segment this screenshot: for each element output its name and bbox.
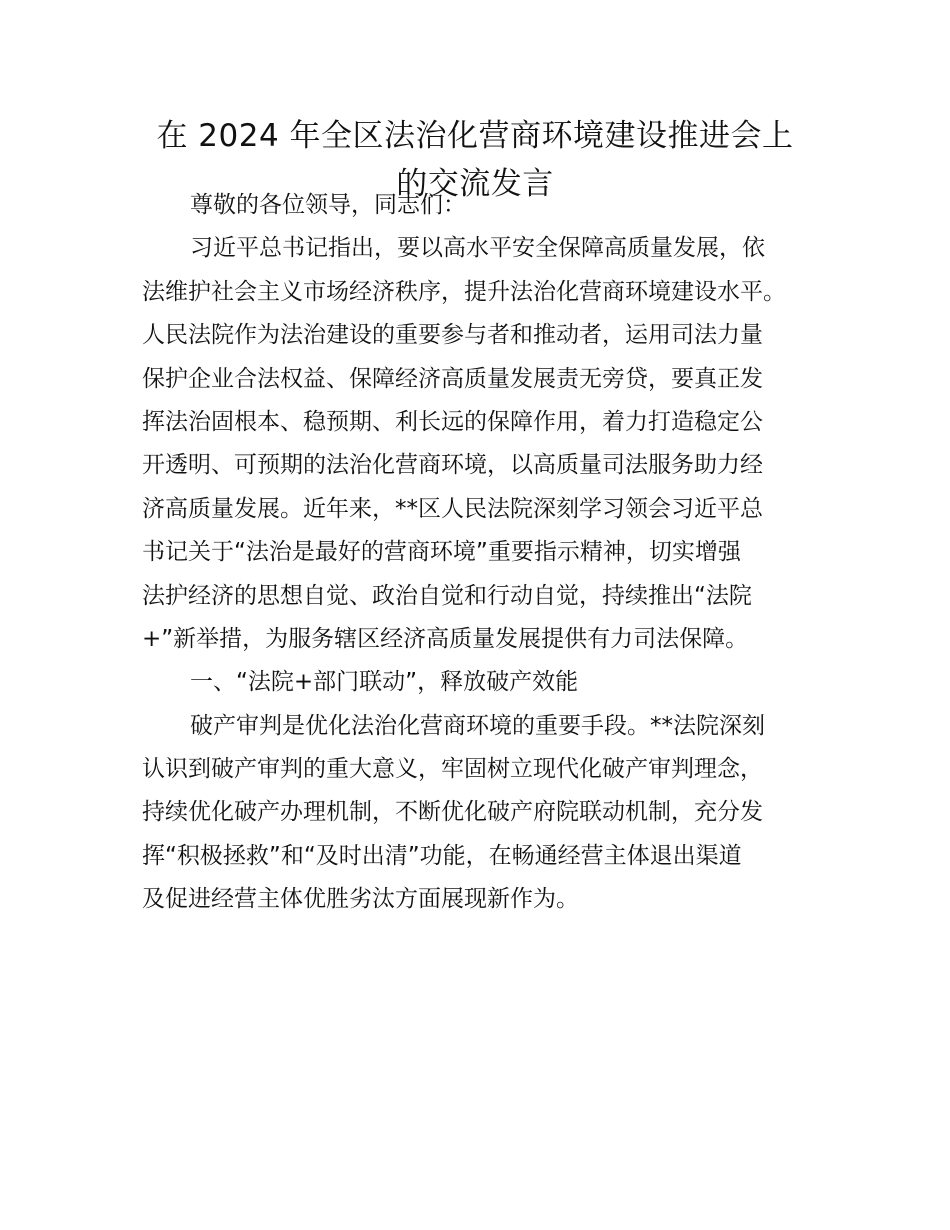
salutation: 尊敬的各位领导，同志们： (190, 192, 466, 218)
paragraph-line: 及促进经营主体优胜劣汰方面展现新作为。 (142, 886, 579, 913)
title-line-2: 的交流发言 (396, 166, 554, 202)
paragraph-line: 习近平总书记指出，要以高水平安全保障高质量发展，依 (190, 235, 765, 262)
paragraph-line: 认识到破产审判的重大意义，牢固树立现代化破产审判理念， (142, 756, 763, 783)
paragraph-line: 书记关于“法治是最好的营商环境”重要指示精神，切实增强 (142, 539, 741, 566)
paragraph-line: 人民法院作为法治建设的重要参与者和推动者，运用司法力量 (142, 322, 763, 349)
paragraph-line: 持续优化破产办理机制，不断优化破产府院联动机制，充分发 (142, 799, 763, 826)
paragraph-line: +”新举措，为服务辖区经济高质量发展提供有力司法保障。 (142, 625, 749, 652)
paragraph-line: 保护企业合法权益、保障经济高质量发展责无旁贷，要真正发 (142, 365, 763, 392)
paragraph-line: 法护经济的思想自觉、政治自觉和行动自觉，持续推出“法院 (142, 582, 752, 609)
title-line-1: 在 2024 年全区法治化营商环境建设推进会上 (156, 118, 794, 154)
paragraph-1 (142, 227, 822, 661)
paragraph-2 (142, 705, 822, 922)
paragraph-line: 挥法治固根本、稳预期、利长远的保障作用，着力打造稳定公 (142, 408, 763, 435)
paragraph-line: 破产审判是优化法治化营商环境的重要手段。**法院深刻 (190, 712, 765, 739)
document-body (142, 184, 822, 922)
paragraph-line: 开透明、可预期的法治化营商环境，以高质量司法服务助力经 (142, 452, 763, 479)
paragraph-line: 挥“积极拯救”和“及时出清”功能，在畅通经营主体退出渠道 (142, 842, 742, 869)
paragraph-line: 法维护社会主义市场经济秩序，提升法治化营商环境建设水平。 (142, 278, 786, 305)
section-heading-1: 一、“法院+部门联动”，释放破产效能 (190, 669, 579, 696)
paragraph-line: 济高质量发展。近年来，**区人民法院深刻学习领会习近平总 (142, 495, 763, 522)
